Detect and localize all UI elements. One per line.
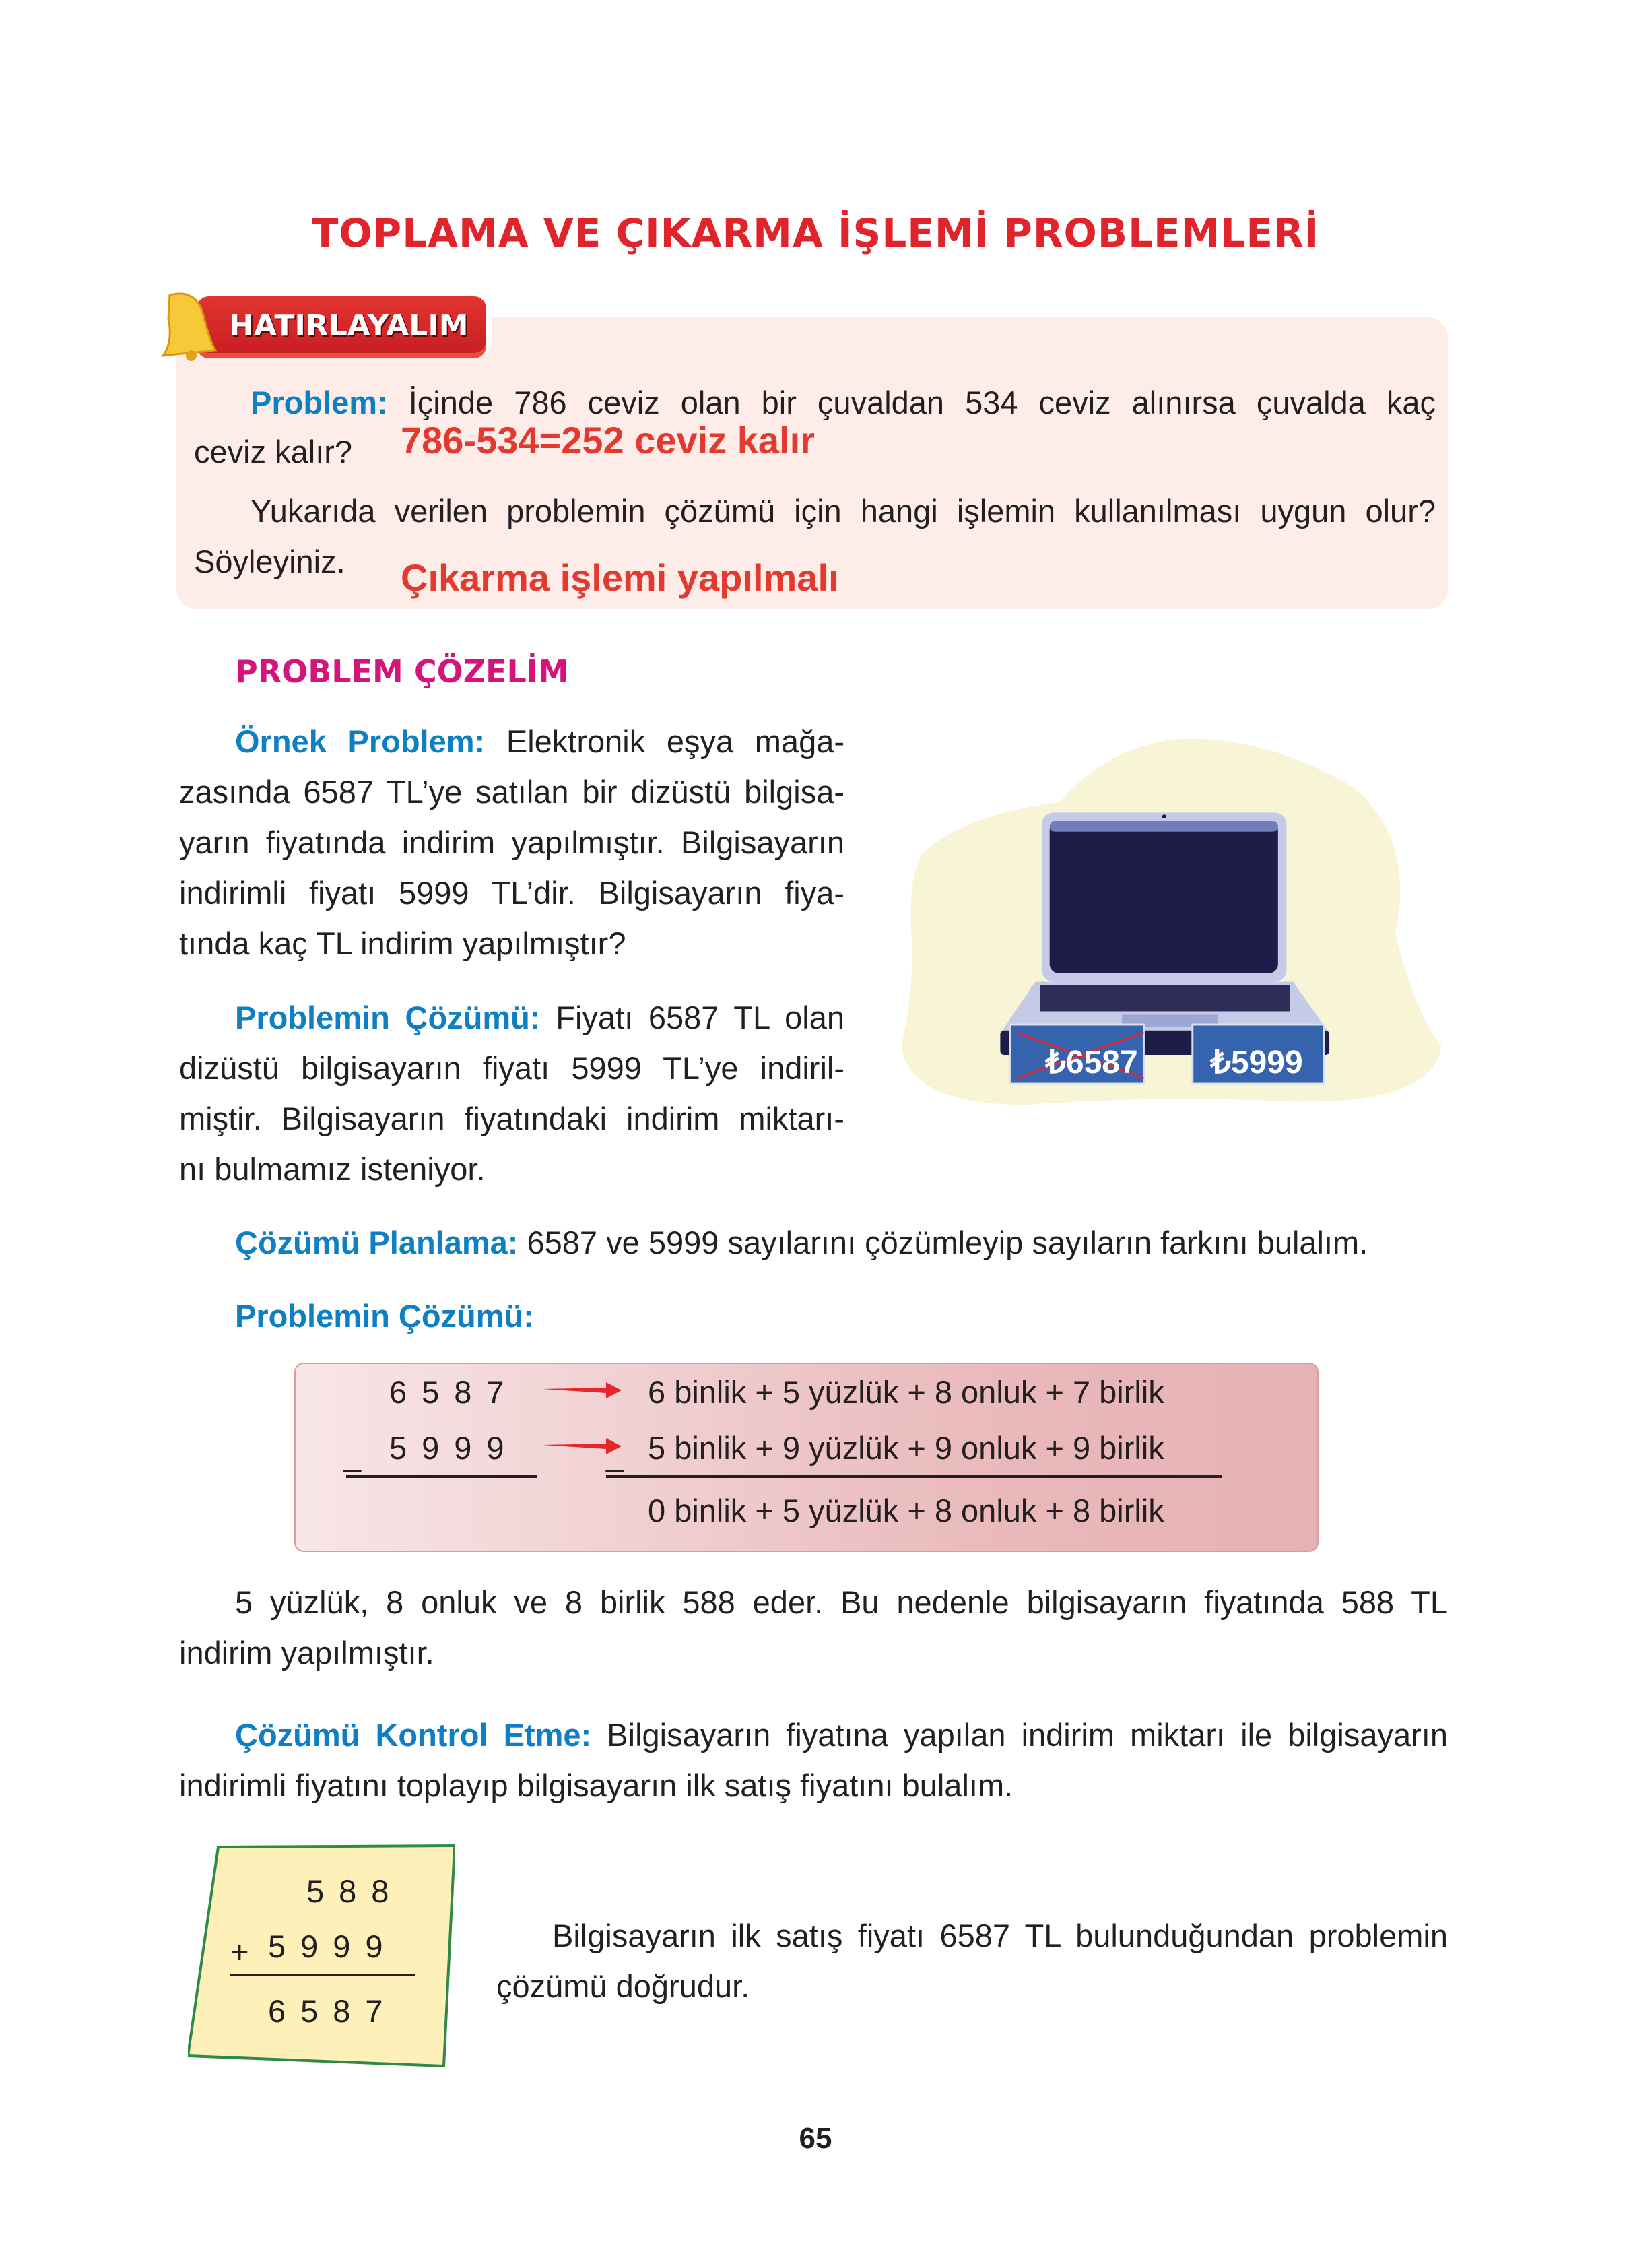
reminder-question-line1: Yukarıda verilen problemin çözümü için hangi işlemin kullanılması uygun olur? bbox=[251, 493, 1436, 529]
understanding-label: Problemin Çözümü: bbox=[235, 1000, 541, 1035]
planning-line: Çözümü Planlama: 6587 ve 5999 sayılarını çözümleyip sayıların farkını bulalım. bbox=[235, 1225, 1368, 1260]
page-number: 65 bbox=[799, 2122, 832, 2155]
minus-sign-expanded: _ bbox=[606, 1437, 624, 1472]
minuend: 6587 bbox=[389, 1374, 519, 1410]
badge-label: HATIRLAYALIM bbox=[229, 309, 469, 343]
reminder-badge bbox=[156, 288, 496, 361]
addend-1: 588 bbox=[306, 1873, 404, 1909]
section-heading: PROBLEM ÇÖZELİM bbox=[235, 653, 569, 690]
page-title: TOPLAMA VE ÇIKARMA İŞLEMİ PROBLEMLERİ bbox=[311, 210, 1320, 256]
addition-sum: 6587 bbox=[268, 1993, 398, 2029]
arrow-icon bbox=[542, 1381, 623, 1401]
final-paragraph: Bilgisayarın ilk satış fiyatı 6587 TL bulunduğundan problemin çözümü doğrudur. bbox=[496, 1918, 1448, 2004]
expanded-difference: 0 binlik + 5 yüzlük + 8 onluk + 8 birlik bbox=[648, 1493, 1164, 1528]
addend-2: 5999 bbox=[268, 1929, 398, 1964]
subtrahend: 5999 bbox=[389, 1430, 519, 1466]
plus-sign: + bbox=[230, 1934, 249, 1970]
problem-label: Problem: bbox=[251, 385, 388, 420]
handwritten-answer-1: 786-534=252 ceviz kalır bbox=[401, 419, 815, 461]
laptop-illustration bbox=[895, 736, 1448, 1111]
reminder-question-line2: Söyleyiniz. bbox=[194, 544, 345, 579]
planning-label: Çözümü Planlama: bbox=[235, 1225, 519, 1260]
addition-line bbox=[230, 1974, 415, 1976]
example-problem-paragraph: Örnek Problem: Elektronik eşya mağa- zasında 6587 TL’ye satılan bir dizüstü bilgisa- yarın fiyatında indirim yapılmıştır. Bilgisayarın indirimli fiyatı 5999 TL’dir. Bilgisayarın fiya- tında kaç TL indirim yapılmıştır? bbox=[179, 723, 844, 961]
reminder-problem-line1 bbox=[251, 384, 1436, 422]
check-paragraph: Çözümü Kontrol Etme: Bilgisayarın fiyatına yapılan indirim miktarı ile bilgisayarın indirimli fiyatını toplayıp bilgisayarın ilk satış fiyatını bulalım. bbox=[179, 1717, 1448, 1803]
expanded-subtrahend: 5 binlik + 9 yüzlük + 9 onluk + 9 birlik bbox=[648, 1430, 1164, 1466]
new-price-tag: ₺5999 bbox=[1210, 1045, 1303, 1080]
handwritten-answer-2: Çıkarma işlemi yapılmalı bbox=[401, 556, 839, 599]
expanded-minuend: 6 binlik + 5 yüzlük + 8 onluk + 7 birlik bbox=[648, 1374, 1164, 1410]
laptop-icon bbox=[895, 736, 1448, 1111]
sum-line-left bbox=[346, 1475, 537, 1478]
solution-label: Problemin Çözümü: bbox=[235, 1298, 534, 1334]
conclusion-paragraph: 5 yüzlük, 8 onluk ve 8 birlik 588 eder. Bu nedenle bilgisayarın fiyatında 588 TL indirim yapılmıştır. bbox=[179, 1584, 1448, 1671]
check-label: Çözümü Kontrol Etme: bbox=[235, 1717, 592, 1753]
understanding-paragraph: Problemin Çözümü: Fiyatı 6587 TL olan dizüstü bilgisayarın fiyatı 5999 TL’ye indiril- miştir. Bilgisayarın fiyatındaki indirim miktarı- nı bulmamız isteniyor. bbox=[179, 1000, 844, 1187]
problem-text: İçinde 786 ceviz olan bir çuvaldan 534 ceviz alınırsa çuvalda kaç bbox=[408, 385, 1436, 420]
example-label: Örnek Problem: bbox=[235, 723, 486, 759]
problem-text-line2: ceviz kalır? bbox=[194, 434, 353, 469]
minus-sign: _ bbox=[343, 1437, 362, 1472]
old-price-tag: ₺6587 bbox=[1045, 1045, 1138, 1080]
bell-icon bbox=[156, 288, 217, 361]
sum-line-right bbox=[606, 1475, 1222, 1478]
